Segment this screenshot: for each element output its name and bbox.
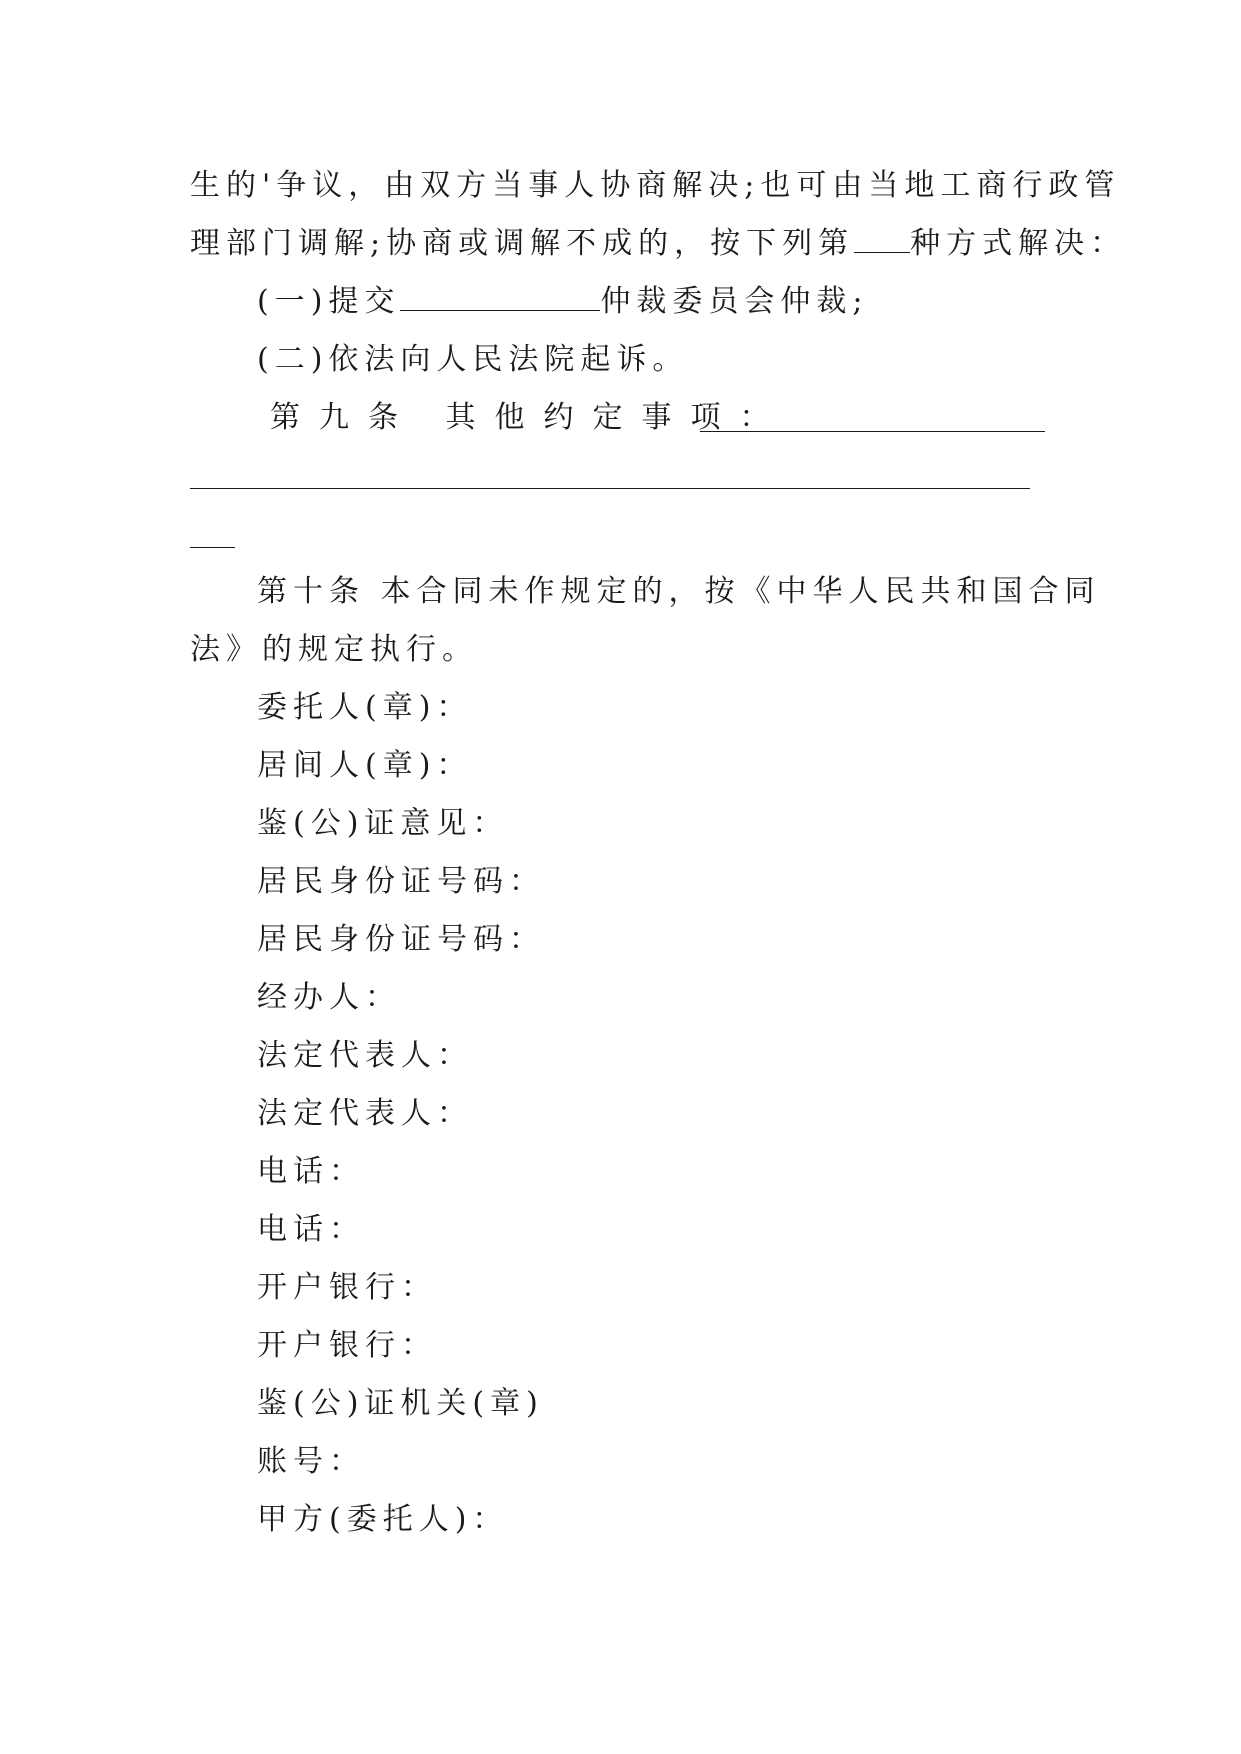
signature-field: 开户银行： xyxy=(257,1270,437,1305)
signature-field: 甲方(委托人)： xyxy=(257,1502,509,1537)
signature-field: 法定代表人： xyxy=(257,1038,473,1073)
article-text: 法》的规定执行。 xyxy=(190,632,478,667)
signature-field: 居间人(章)： xyxy=(257,748,473,783)
signature-field: 委托人(章)： xyxy=(257,690,473,725)
paragraph-line xyxy=(190,224,1126,264)
signature-field: 账号： xyxy=(257,1444,365,1479)
option-text: 仲裁委员会仲裁; xyxy=(600,284,869,319)
paragraph-text: 理部门调解;协商或调解不成的，按下列第 xyxy=(190,226,855,261)
fill-in-line xyxy=(700,431,1045,432)
fill-in-blank xyxy=(400,282,600,311)
article-heading: 第九条 其他约定事项： xyxy=(270,400,789,435)
article-text: 第十条 本合同未作规定的，按《中华人民共和国合同 xyxy=(257,574,1101,609)
signature-field: 电话： xyxy=(257,1154,365,1189)
option-label: (一)提交 xyxy=(257,284,401,319)
fill-in-blank xyxy=(854,224,910,253)
signature-field: 居民身份证号码： xyxy=(257,864,545,899)
signature-field: 鉴(公)证机关(章) xyxy=(257,1386,544,1421)
signature-field: 经办人： xyxy=(257,980,401,1015)
option-line: (二)依法向人民法院起诉。 xyxy=(257,342,689,377)
option-line xyxy=(257,282,869,322)
signature-field: 鉴(公)证意见： xyxy=(257,806,509,841)
signature-field: 电话： xyxy=(257,1212,365,1247)
paragraph-line: 生的'争议，由双方当事人协商解决;也可由当地工商行政管 xyxy=(190,168,1121,203)
signature-field: 法定代表人： xyxy=(257,1096,473,1131)
signature-field: 开户银行： xyxy=(257,1328,437,1363)
signature-field: 居民身份证号码： xyxy=(257,922,545,957)
fill-in-line xyxy=(190,547,235,548)
paragraph-text: 种方式解决： xyxy=(910,226,1127,261)
fill-in-line xyxy=(190,488,1030,489)
